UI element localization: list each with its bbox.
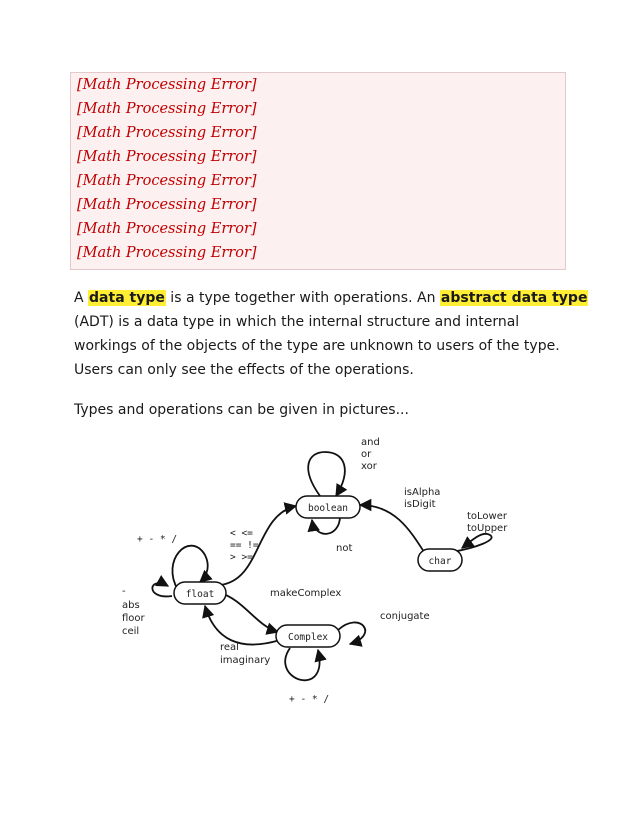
label-floor: floor bbox=[122, 613, 145, 624]
paragraph-line: (ADT) is a data type in which the internal structure and internal bbox=[74, 314, 520, 330]
edge-float-complex bbox=[218, 592, 278, 632]
math-error-text: [Math Processing Error] bbox=[77, 101, 257, 117]
edge-boolean-self bbox=[308, 452, 345, 496]
edge-complex-self-bottom bbox=[285, 648, 319, 680]
label-abs: abs bbox=[122, 600, 140, 611]
label-tolower: toLower bbox=[467, 511, 507, 522]
node-complex-label: Complex bbox=[287, 632, 329, 643]
label-conjugate: conjugate bbox=[380, 611, 430, 622]
label-arith-float: + - * / bbox=[137, 534, 178, 545]
paragraph-line: Types and operations can be given in pictures... bbox=[74, 402, 409, 418]
edge-complex-float bbox=[205, 606, 280, 645]
node-float-label: float bbox=[185, 589, 215, 600]
edge-char-self bbox=[452, 534, 492, 552]
label-minus: - bbox=[122, 586, 126, 597]
paragraph-line: workings of the objects of the type are unknown to users of the type. bbox=[74, 338, 560, 354]
label-makecomplex: makeComplex bbox=[270, 588, 342, 599]
math-error-text: [Math Processing Error] bbox=[77, 149, 257, 165]
label-cmp3: > >= bbox=[230, 552, 253, 563]
label-real: real bbox=[220, 642, 239, 653]
label-cmp2: == != bbox=[230, 540, 259, 551]
math-error-text: [Math Processing Error] bbox=[77, 125, 257, 141]
edge-complex-self-right bbox=[338, 622, 365, 644]
math-error-text: [Math Processing Error] bbox=[77, 221, 257, 237]
label-imaginary: imaginary bbox=[220, 655, 271, 666]
label-cmp1: < <= bbox=[230, 528, 253, 539]
math-error-text: [Math Processing Error] bbox=[77, 173, 257, 189]
paragraph-line: Users can only see the effects of the operations. bbox=[74, 362, 414, 378]
node-boolean-label: boolean bbox=[307, 503, 349, 514]
math-error-text: [Math Processing Error] bbox=[77, 197, 257, 213]
label-arith-complex: + - * / bbox=[289, 694, 330, 705]
highlight-abstract-data-type: abstract data type bbox=[440, 290, 588, 306]
math-error-text: [Math Processing Error] bbox=[77, 77, 257, 93]
label-and: and bbox=[361, 437, 380, 448]
label-or: or bbox=[361, 449, 372, 460]
edge-char-boolean bbox=[360, 505, 426, 555]
label-isalpha: isAlpha bbox=[404, 487, 441, 498]
math-error-text: [Math Processing Error] bbox=[77, 245, 257, 261]
paragraph-text: is a type together with operations. An bbox=[165, 290, 440, 306]
label-toupper: toUpper bbox=[467, 523, 508, 534]
paragraph-text: A bbox=[74, 290, 89, 306]
edge-float-self-left bbox=[152, 583, 172, 596]
label-isdigit: isDigit bbox=[404, 499, 436, 510]
label-ceil: ceil bbox=[122, 626, 140, 637]
node-char-label: char bbox=[428, 556, 452, 567]
label-not: not bbox=[336, 543, 353, 554]
highlight-data-type: data type bbox=[89, 290, 165, 306]
label-xor: xor bbox=[361, 461, 377, 472]
